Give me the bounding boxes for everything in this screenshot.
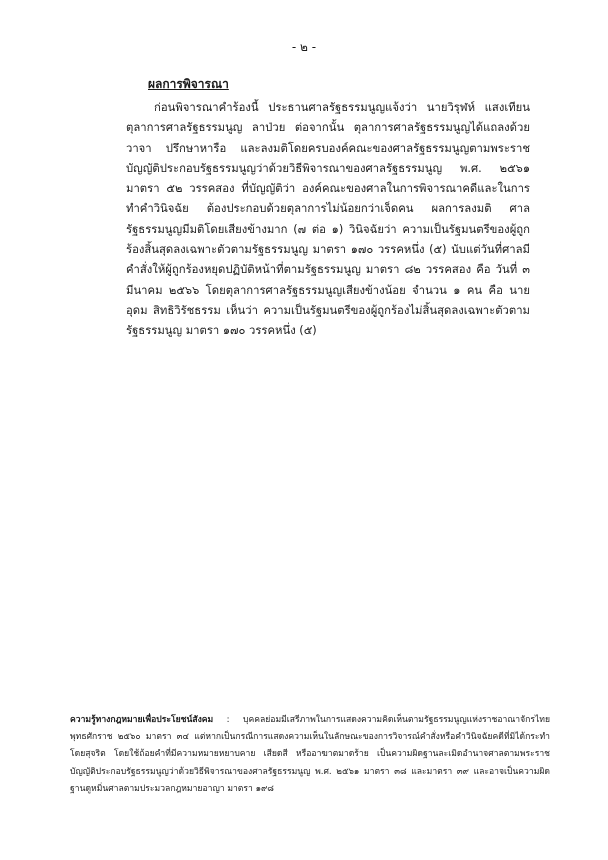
body-paragraph: ก่อนพิจารณาคำร้องนี้ ประธานศาลรัฐธรรมนูญแจ้งว่า นายวิรุฬห์ แสงเทียน ตุลาการศาลรัฐธรรมนูญ ลาป่วย ต่อจากนั้น ตุลาการศาลรัฐธรรมนูญได้แถลงด้วยวาจา ปรึกษาหารือ และลงมติโดยครบองค์คณะของศาลรัฐธรรมนูญตามพระราชบัญญัติประกอบรัฐธรรมนูญว่าด้วยวิธีพิจารณาของศาลรัฐธรรมนูญ พ.ศ. ๒๕๖๑ มาตรา ๕๒ วรรคสอง ที่บัญญัติว่า องค์คณะของศาลในการพิจารณาคดีและในการทำคำวินิจฉัย ต้องประกอบด้วยตุลาการไม่น้อยกว่าเจ็ดคน ผลการลงมติ ศาลรัฐธรรมนูญมีมติโดยเสียงข้างมาก (๗ ต่อ ๑) วินิจฉัยว่า ความเป็นรัฐมนตรีของผู้ถูกร้องสิ้นสุดลงเฉพาะตัวตามรัฐธรรมนูญ มาตรา ๑๗๐ วรรคหนึ่ง (๕) นับแต่วันที่ศาลมีคำสั่งให้ผู้ถูกร้องหยุดปฏิบัติหน้าที่ตามรัฐธรรมนูญ มาตรา ๘๒ วรรคสอง คือ วันที่ ๓ มีนาคม ๒๕๖๖ โดยตุลาการศาลรัฐธรรมนูญเสียงข้างน้อย จำนวน ๑ คน คือ นายอุดม สิทธิวิรัชธรรม เห็นว่า ความเป็นรัฐมนตรีของผู้ถูกร้องไม่สิ้นสุดลงเฉพาะตัวตามรัฐธรรมนูญ มาตรา ๑๗๐ วรรคหนึ่ง (๕): [126, 101, 530, 338]
section-heading: ผลการพิจารณา: [148, 77, 229, 91]
footnote-text: บุคคลย่อมมีเสรีภาพในการแสดงความคิดเห็นตามรัฐธรรมนูญแห่งราชอาณาจักรไทย พุทธศักราช ๒๕๖๐ มาตรา ๓๔ แต่หากเป็นกรณีการแสดงความเห็นในลักษณะของการวิจารณ์คำสั่งหรือคำวินิจฉัยคดีที่มิได้กระทำโดยสุจริต โดยใช้ถ้อยคำที่มีความหมายหยาบคาย เสียดสี หรืออาฆาตมาดร้าย เป็นความผิดฐานละเมิดอำนาจศาลตามพระราชบัญญัติประกอบรัฐธรรมนูญว่าด้วยวิธีพิจารณาของศาลรัฐธรรมนูญ พ.ศ. ๒๕๖๑ มาตรา ๓๘ และมาตรา ๓๙ และอาจเป็นความผิดฐานดูหมิ่นศาลตามประมวลกฎหมายอาญา มาตรา ๑๙๘: [70, 715, 550, 794]
legal-footnote: [70, 712, 550, 798]
footnote-title: ความรู้ทางกฎหมายเพื่อประโยชน์สังคม: [70, 715, 214, 725]
body-text: [126, 98, 530, 342]
footnote-separator: :: [213, 715, 244, 725]
page-number: - ๒ -: [291, 40, 317, 54]
